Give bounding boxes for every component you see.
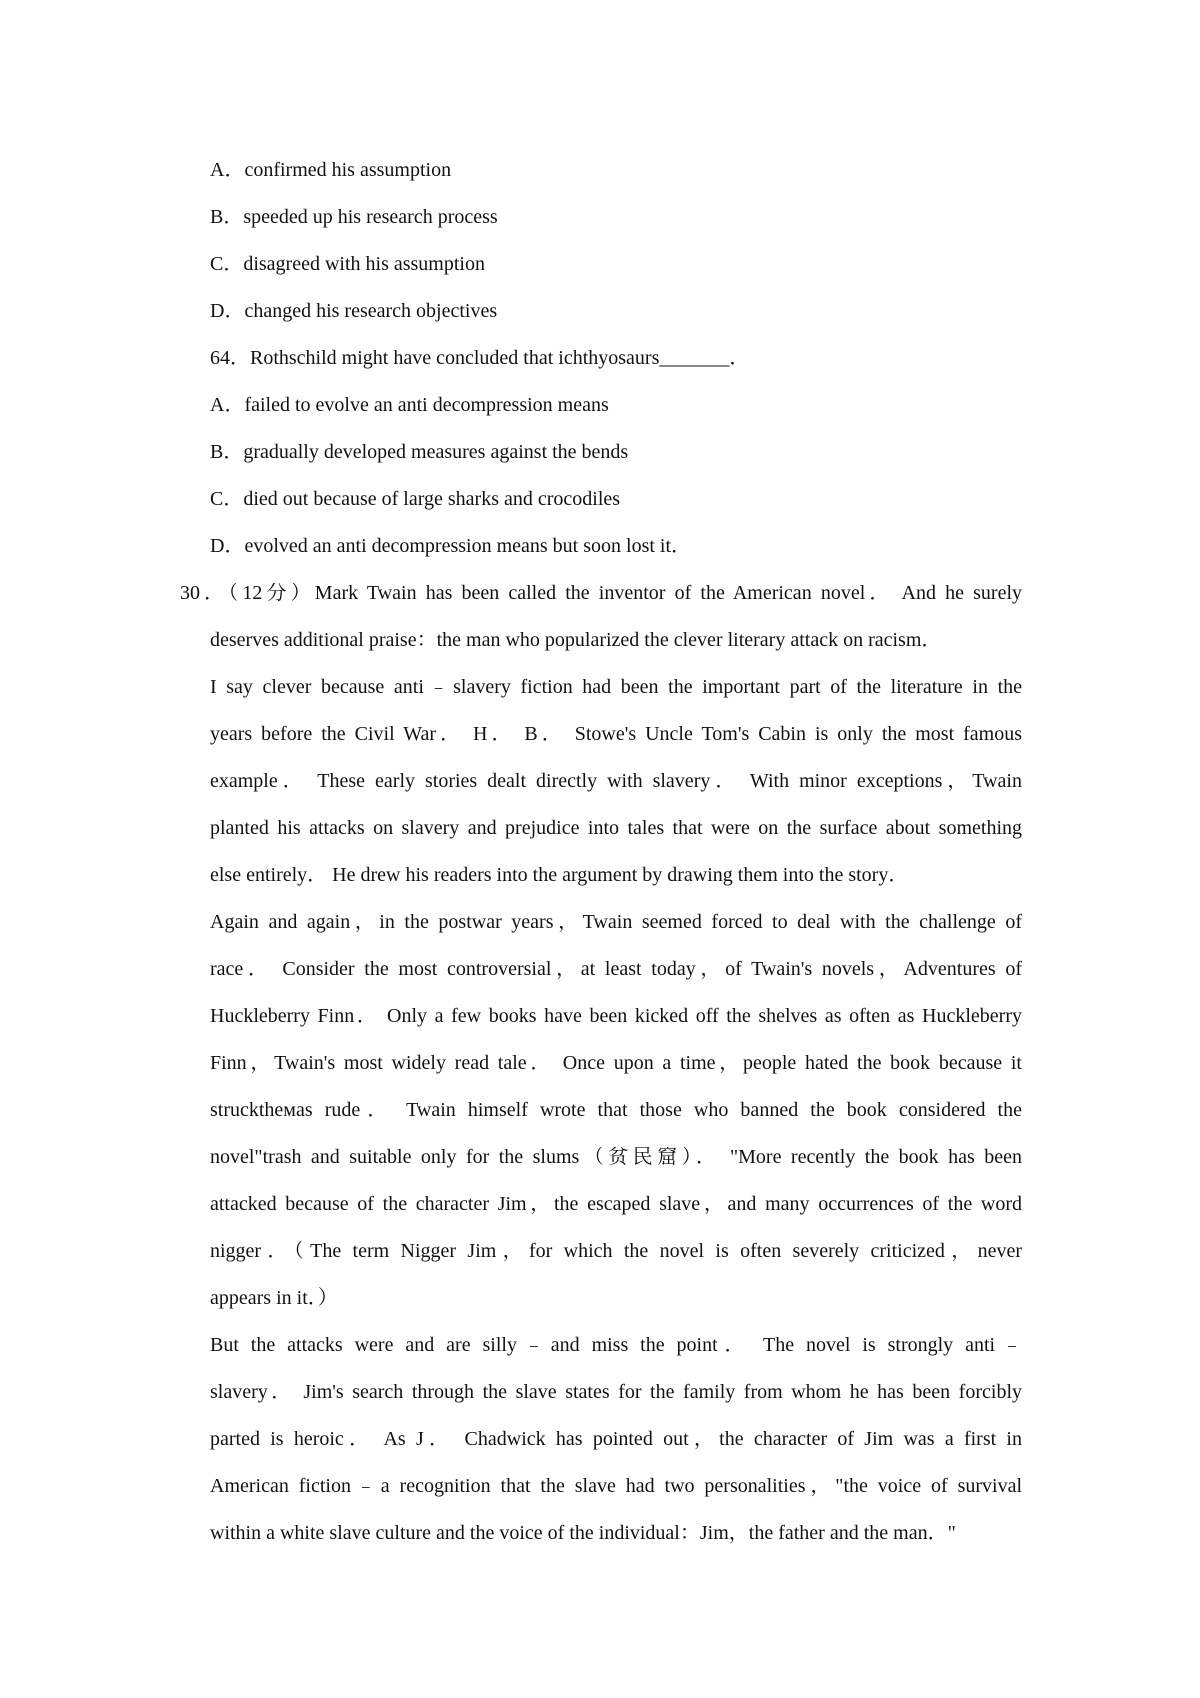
passage-line: But the attacks were and are silly﹣and miss the point． The novel is strongly anti﹣ (210, 1335, 1022, 1356)
passage-line: slavery． Jim's search through the slave states for the family from whom he has been forcibly (210, 1382, 1022, 1403)
passage-line: American fiction﹣a recognition that the slave had two personalities，"the voice of survival (210, 1476, 1022, 1497)
passage-line: race． Consider the most controversial，at least today，of Twain's novels，Adventures of (210, 959, 1022, 980)
q64-option-b: B．gradually developed measures against the bends (210, 441, 629, 463)
passage-line: I say clever because anti﹣slavery fiction had been the important part of the literature in the (210, 677, 1022, 698)
passage-line: novel"trash and suitable only for the slums（贫民窟）． "More recently the book has been (210, 1147, 1022, 1168)
q63-option-d: D．changed his research objectives (210, 300, 498, 322)
q64-option-c: C．died out because of large sharks and crocodiles (210, 488, 621, 510)
q63-option-b: B．speeded up his research process (210, 206, 498, 228)
passage-line: Huckleberry Finn． Only a few books have been kicked off the shelves as often as Huckleberry (210, 1006, 1022, 1027)
passage-line: example． These early stories dealt directly with slavery． With minor exceptions，Twain (210, 771, 1022, 792)
passage-line: deserves additional praise：the man who popularized the clever literary attack on racism． (210, 629, 942, 651)
passage-line: nigger．（The term Nigger Jim，for which the novel is often severely criticized，never (210, 1241, 1022, 1262)
passage-line: attacked because of the character Jim，the escaped slave，and many occurrences of the word (210, 1194, 1022, 1215)
passage-line: planted his attacks on slavery and prejudice into tales that were on the surface about something (210, 818, 1022, 839)
q30-heading-line: 30．（12分）Mark Twain has been called the inventor of the American novel． And he surely (180, 583, 1022, 604)
q64-stem: 64．Rothschild might have concluded that ichthyosaurs_______． (210, 347, 750, 369)
passage-line: parted is heroic． As J． Chadwick has pointed out，the character of Jim was a first in (210, 1429, 1022, 1450)
q63-option-a: A．confirmed his assumption (210, 159, 452, 181)
q64-option-d: D．evolved an anti decompression means but soon lost it． (210, 535, 692, 557)
passage-line: appears in it．） (210, 1287, 338, 1309)
passage-line: strucktheмas rude． Twain himself wrote that those who banned the book considered the (210, 1100, 1022, 1121)
q64-option-a: A．failed to evolve an anti decompression means (210, 394, 609, 416)
passage-line: within a white slave culture and the voice of the individual：Jim，the father and the man．" (210, 1522, 956, 1544)
passage-line: Again and again，in the postwar years，Twain seemed forced to deal with the challenge of (210, 912, 1022, 933)
q63-option-c: C．disagreed with his assumption (210, 253, 485, 275)
passage-line: else entirely． He drew his readers into the argument by drawing them into the story． (210, 864, 909, 886)
passage-line: Finn，Twain's most widely read tale． Once upon a time，people hated the book because it (210, 1053, 1022, 1074)
passage-line: years before the Civil War． H． B． Stowe's Uncle Tom's Cabin is only the most famous (210, 724, 1022, 745)
